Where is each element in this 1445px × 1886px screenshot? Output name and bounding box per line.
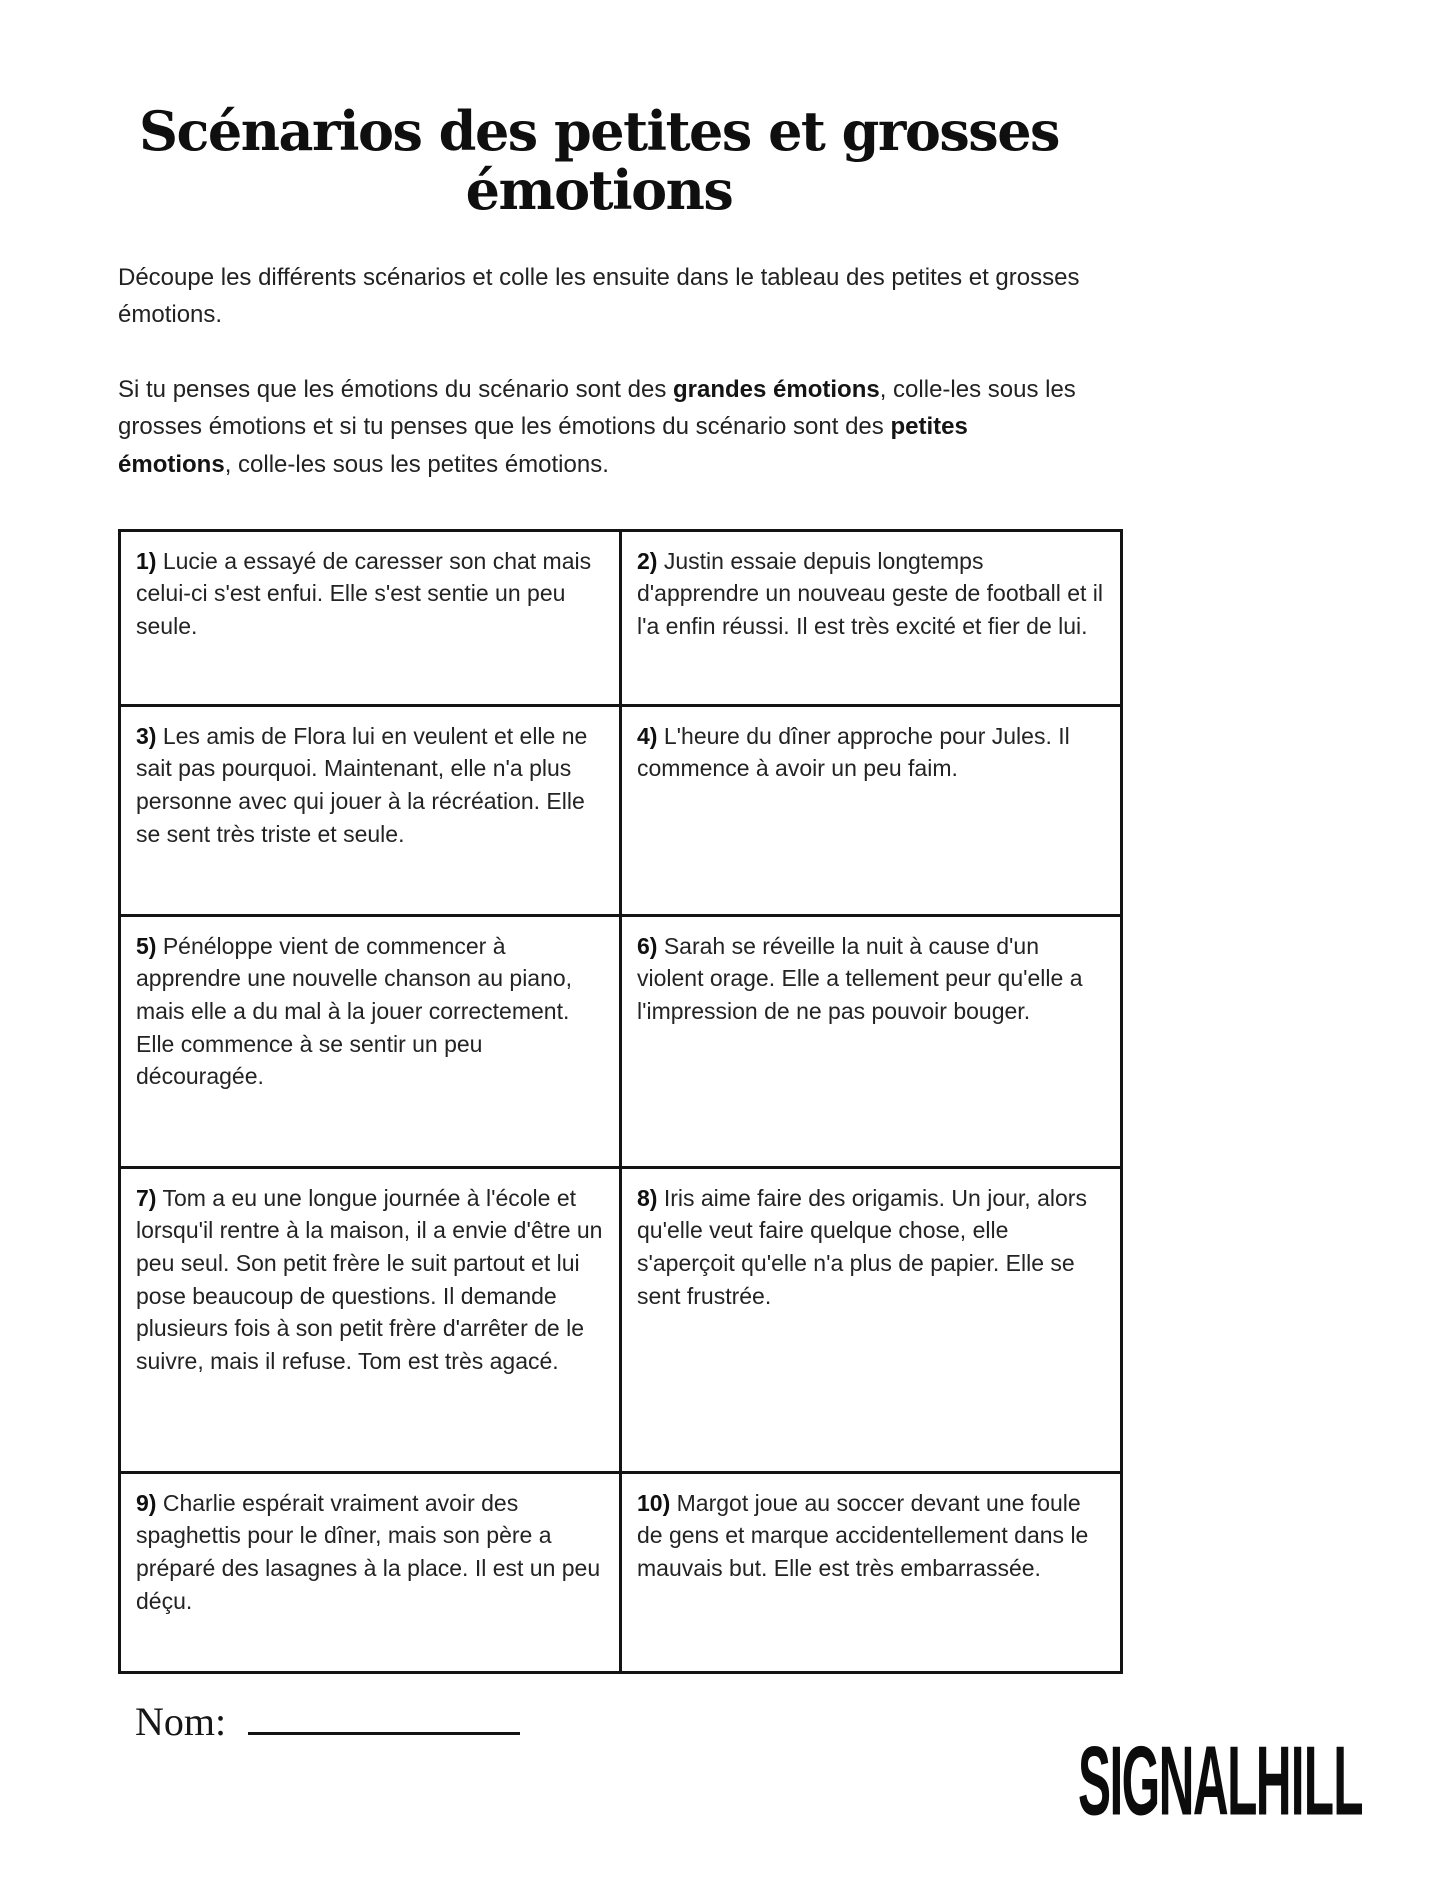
scenario-cell-1 bbox=[120, 530, 621, 705]
scenario-number-9: 9) bbox=[136, 1489, 157, 1516]
scenario-text-7: Tom a eu une longue journée à l'école et lorsqu'il rentre à la maison, il a envie d'être un peu seul. Son petit frère le suit partout et lui pose beaucoup de questions. Il demande plusieurs fois à son petit frère d'arrêter de le suivre, mais il refuse. Tom est très agacé. bbox=[136, 1184, 603, 1374]
scenario-text-2: Justin essaie depuis longtemps d'apprendre un nouveau geste de football et il l'a enfin réussi. Il est très excité et fier de lui. bbox=[637, 547, 1104, 640]
scenario-number-4: 4) bbox=[637, 722, 658, 749]
page-title: Scénarios des petites et grosses émotions bbox=[139, 99, 1059, 223]
scenario-cell-9 bbox=[120, 1472, 621, 1672]
content-column bbox=[118, 0, 1104, 1674]
scenario-cell-4 bbox=[621, 705, 1122, 915]
name-field-row bbox=[135, 1698, 520, 1745]
name-label: Nom: bbox=[135, 1699, 227, 1744]
scenario-text-9: Charlie espérait vraiment avoir des spaghettis pour le dîner, mais son père a préparé des lasagnes à la place. Il est un peu déçu. bbox=[136, 1489, 601, 1614]
intro-paragraph-1-text: Découpe les différents scénarios et colle les ensuite dans le tableau des petites et grosses émotions. bbox=[118, 263, 1080, 328]
scenario-cell-3 bbox=[120, 705, 621, 915]
scenario-number-6: 6) bbox=[637, 932, 658, 959]
intro-paragraph-2-text: Si tu penses que les émotions du scénario sont des bbox=[118, 376, 673, 404]
scenario-text-10: Margot joue au soccer devant une foule de gens et marque accidentellement dans le mauvais but. Elle est très embarrassée. bbox=[637, 1489, 1089, 1582]
scenario-cell-6 bbox=[621, 915, 1122, 1167]
scenarios-table bbox=[118, 529, 1123, 1674]
name-input-line[interactable] bbox=[248, 1698, 520, 1735]
scenario-number-5: 5) bbox=[136, 932, 157, 959]
bold-petites-emotions: petites émotions bbox=[118, 413, 968, 478]
scenario-text-4: L'heure du dîner approche pour Jules. Il commence à avoir un peu faim. bbox=[637, 722, 1070, 782]
scenario-number-10: 10) bbox=[637, 1489, 671, 1516]
scenario-cell-10 bbox=[621, 1472, 1122, 1672]
signalhill-logo bbox=[1078, 1727, 1363, 1837]
scenario-number-8: 8) bbox=[637, 1184, 658, 1211]
scenario-cell-8 bbox=[621, 1167, 1122, 1472]
logo-hill-text: HILL bbox=[1255, 1727, 1363, 1837]
intro-paragraph-2-text-end: , colle-les sous les petites émotions. bbox=[224, 450, 609, 478]
intro-paragraph-2 bbox=[118, 371, 1080, 483]
table-row-4 bbox=[120, 1167, 1122, 1472]
scenario-cell-2 bbox=[621, 530, 1122, 705]
bold-grandes-emotions: grandes émotions bbox=[673, 376, 880, 404]
table-row-2 bbox=[120, 705, 1122, 915]
scenario-text-8: Iris aime faire des origamis. Un jour, alors qu'elle veut faire quelque chose, elle s'aperçoit qu'elle n'a plus de papier. Elle se sent frustrée. bbox=[637, 1184, 1087, 1309]
scenario-text-3: Les amis de Flora lui en veulent et elle ne sait pas pourquoi. Maintenant, elle n'a plus personne avec qui jouer à la récréation. Elle se sent très triste et seule. bbox=[136, 722, 588, 847]
table-row-3 bbox=[120, 915, 1122, 1167]
scenario-cell-7 bbox=[120, 1167, 621, 1472]
scenario-text-5: Pénéloppe vient de commencer à apprendre une nouvelle chanson au piano, mais elle a du mal à la jouer correctement. Elle commence à se sentir un peu découragée. bbox=[136, 932, 573, 1090]
logo-signal-text: SIGNAL bbox=[1078, 1727, 1256, 1837]
intro-paragraph-1 bbox=[118, 259, 1080, 333]
scenario-number-2: 2) bbox=[637, 547, 658, 574]
scenario-number-1: 1) bbox=[136, 547, 157, 574]
table-row-5 bbox=[120, 1472, 1122, 1672]
scenario-number-7: 7) bbox=[136, 1184, 157, 1211]
scenario-cell-5 bbox=[120, 915, 621, 1167]
scenario-text-6: Sarah se réveille la nuit à cause d'un violent orage. Elle a tellement peur qu'elle a l'impression de ne pas pouvoir bouger. bbox=[637, 932, 1083, 1025]
table-row-1 bbox=[120, 530, 1122, 705]
intro-paragraph-2-text-mid: , colle-les sous les grosses émotions et si tu penses que les émotions du scénario sont des bbox=[118, 376, 1076, 441]
scenario-number-3: 3) bbox=[136, 722, 157, 749]
scenario-text-1: Lucie a essayé de caresser son chat mais celui-ci s'est enfui. Elle s'est sentie un peu seule. bbox=[136, 547, 592, 640]
